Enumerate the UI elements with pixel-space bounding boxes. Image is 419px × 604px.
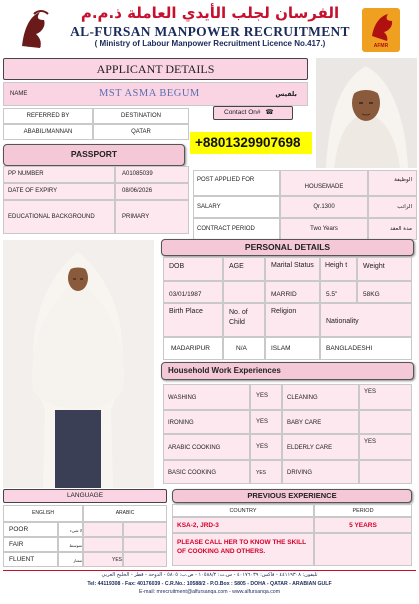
babycare-label: BABY CARE bbox=[282, 410, 359, 434]
language-title-bar bbox=[3, 489, 167, 503]
children-value: N/A bbox=[223, 337, 265, 360]
referred-label-cell: REFERRED BY bbox=[3, 108, 93, 124]
applicant-portrait-photo bbox=[316, 58, 417, 168]
name-row bbox=[3, 82, 308, 106]
fair-arabic-value bbox=[123, 537, 167, 552]
elderly-care-label: ELDERLY CARE bbox=[282, 434, 359, 460]
period-value-cell: Two Years bbox=[280, 218, 368, 240]
english-header: ENGLISH bbox=[3, 505, 83, 522]
applicant-title-bar bbox=[3, 58, 308, 80]
company-name: AL-FURSAN MANPOWER RECRUITMENT bbox=[70, 24, 350, 39]
left-logo-text: AFMR bbox=[28, 43, 41, 48]
driving-label: DRIVING bbox=[282, 460, 359, 484]
expiry-value-cell: 08/06/2026 bbox=[115, 183, 189, 200]
name-label: NAME bbox=[10, 91, 28, 97]
period-value: 5 YEARS bbox=[314, 517, 412, 533]
religion-label: Religion bbox=[265, 303, 320, 337]
salary-label-cell: SALARY bbox=[193, 196, 280, 218]
poor-english-value bbox=[83, 522, 123, 537]
personal-title: PERSONAL DETAILS bbox=[244, 242, 331, 252]
fair-english-value bbox=[83, 537, 123, 552]
contact-number: +8801329907698 bbox=[190, 132, 312, 154]
arabic-header: ARABIC bbox=[83, 505, 167, 522]
education-label-cell: EDUCATIONAL BACKGROUND bbox=[3, 200, 115, 234]
applicant-title: APPLICANT DETAILS bbox=[96, 62, 215, 76]
post-label-cell: POST APPLIED FOR bbox=[193, 170, 280, 196]
referred-block bbox=[3, 108, 189, 140]
period-label-cell: CONTRACT PERIOD bbox=[193, 218, 280, 240]
household-table bbox=[163, 384, 412, 484]
height-label: Heigh t bbox=[320, 257, 357, 281]
post-value-cell: HOUSEMADE bbox=[280, 170, 368, 196]
basic-cooking-label: BASIC COOKING bbox=[163, 460, 250, 484]
period-header: PERIOD bbox=[314, 504, 412, 517]
period-arabic-cell: مدة العقد bbox=[368, 218, 417, 240]
fluent-arabic: ممتاز bbox=[58, 552, 83, 567]
fluent-label: FLUENT bbox=[3, 552, 58, 567]
previous-note-period-cell bbox=[314, 533, 412, 566]
household-title: Household Work Experiences bbox=[168, 366, 281, 375]
fair-arabic: متوسط bbox=[58, 537, 83, 552]
dob-label: DOB bbox=[163, 257, 223, 281]
country-value: KSA-2, JRD-3 bbox=[172, 517, 314, 533]
dob-value: 03/01/1987 bbox=[163, 281, 223, 303]
passport-title-bar bbox=[3, 144, 185, 166]
applicant-fullbody-photo bbox=[3, 240, 154, 488]
previous-table bbox=[172, 504, 412, 566]
age-value bbox=[223, 281, 265, 303]
washing-value: YES bbox=[250, 384, 282, 410]
language-title: LANGUAGE bbox=[66, 492, 104, 499]
age-label: AGE bbox=[223, 257, 265, 281]
language-table bbox=[3, 505, 167, 567]
previous-title: PREVIOUS EXPERIENCE bbox=[247, 491, 337, 500]
birthplace-label: Birth Place bbox=[163, 303, 223, 337]
children-label: No. of Child bbox=[223, 303, 265, 337]
left-logo bbox=[14, 6, 54, 52]
previous-title-bar bbox=[172, 489, 412, 503]
poor-arabic: لا شيء bbox=[58, 522, 83, 537]
height-value: 5.5" bbox=[320, 281, 357, 303]
referred-value-cell: ABABIL/MANNAN bbox=[3, 124, 93, 140]
post-arabic-cell: الوظيفة bbox=[368, 170, 417, 196]
footer-email: E-mail: mrecruitment@alfursanqa.com - www.alfursanqa.com bbox=[138, 589, 281, 595]
fair-label: FAIR bbox=[3, 537, 58, 552]
name-value: MST ASMA BEGUM bbox=[99, 88, 200, 99]
education-value-cell: PRIMARY bbox=[115, 200, 189, 234]
pp-number-value-cell: A01085039 bbox=[115, 166, 189, 183]
cleaning-label: CLEANING bbox=[282, 384, 359, 410]
ironing-label: IRONING bbox=[163, 410, 250, 434]
phone-icon: ☎ bbox=[265, 109, 274, 116]
right-logo-text: AFMR bbox=[373, 43, 389, 49]
arabic-cooking-value: YES bbox=[250, 434, 282, 460]
weight-value: 58KG bbox=[357, 281, 412, 303]
marital-label: Marital Status bbox=[265, 257, 320, 281]
personal-title-bar bbox=[161, 239, 414, 256]
religion-value: ISLAM bbox=[265, 337, 320, 360]
fluent-english-value: YES bbox=[83, 552, 123, 567]
country-header: COUNTRY bbox=[172, 504, 314, 517]
passport-table bbox=[3, 166, 189, 238]
portrait-image bbox=[316, 58, 417, 168]
salary-arabic-cell: الراتب bbox=[368, 196, 417, 218]
nationality-value: BANGLADESHI bbox=[320, 337, 412, 360]
fullbody-image bbox=[3, 240, 154, 488]
salary-value-cell: Qr.1300 bbox=[280, 196, 368, 218]
arabic-company-name: الفرسان لجلب الأيدي العاملة ذ.م.م bbox=[80, 4, 340, 22]
washing-label: WASHING bbox=[163, 384, 250, 410]
previous-note: PLEASE CALL HER TO KNOW THE SKILL OF COOKING AND OTHERS. bbox=[172, 533, 314, 566]
footer-arabic: تليفون: ٤٤١١٩٣٠٨ - فاكس: ٤٠١٧٦٠٣٩ - س.ت: ١٠٥٨٨/٢ - ص.ب: ٥٨٠٥ - الدوحة - قطر - الخليج العربي bbox=[101, 572, 318, 578]
personal-table bbox=[163, 257, 412, 361]
ironing-value: YES bbox=[250, 410, 282, 434]
post-table bbox=[193, 170, 417, 240]
driving-value bbox=[359, 460, 412, 484]
marital-value: MARRID bbox=[265, 281, 320, 303]
pp-number-label-cell: PP NUMBER bbox=[3, 166, 115, 183]
footer-divider bbox=[3, 570, 416, 571]
contact-label: Contact On# bbox=[224, 109, 261, 116]
arabic-cooking-label: ARABIC COOKING bbox=[163, 434, 250, 460]
cleaning-value: YES bbox=[359, 384, 412, 410]
name-arabic: بلفيس bbox=[275, 90, 297, 98]
birthplace-value: MADARIPUR bbox=[163, 337, 223, 360]
household-title-bar bbox=[161, 362, 414, 380]
contact-label-box bbox=[213, 106, 293, 120]
destination-value-cell: QATAR bbox=[93, 124, 189, 140]
babycare-value bbox=[359, 410, 412, 434]
elderly-care-value: YES bbox=[359, 434, 412, 460]
expiry-label-cell: DATE OF EXPIRY bbox=[3, 183, 115, 200]
passport-title: PASSPORT bbox=[70, 149, 118, 159]
basic-cooking-value: YES bbox=[250, 460, 282, 484]
poor-label: POOR bbox=[3, 522, 58, 537]
destination-label-cell: DESTINATION bbox=[93, 108, 189, 124]
nationality-label: Nationality bbox=[320, 303, 412, 337]
horse-rider-icon bbox=[362, 8, 400, 42]
footer-english: Tel: 44119308 - Fax: 40176039 - C.R.No.: 10588/2 - P.O.Box : 5805 - DOHA - QATAR - ARABIAN GULF bbox=[87, 581, 332, 587]
weight-label: Weight bbox=[357, 257, 412, 281]
license-text: ( Ministry of Labour Manpower Recruitment Licence No.417.) bbox=[94, 39, 326, 48]
right-logo bbox=[362, 8, 400, 52]
poor-arabic-value bbox=[123, 522, 167, 537]
fluent-arabic-value bbox=[123, 552, 167, 567]
